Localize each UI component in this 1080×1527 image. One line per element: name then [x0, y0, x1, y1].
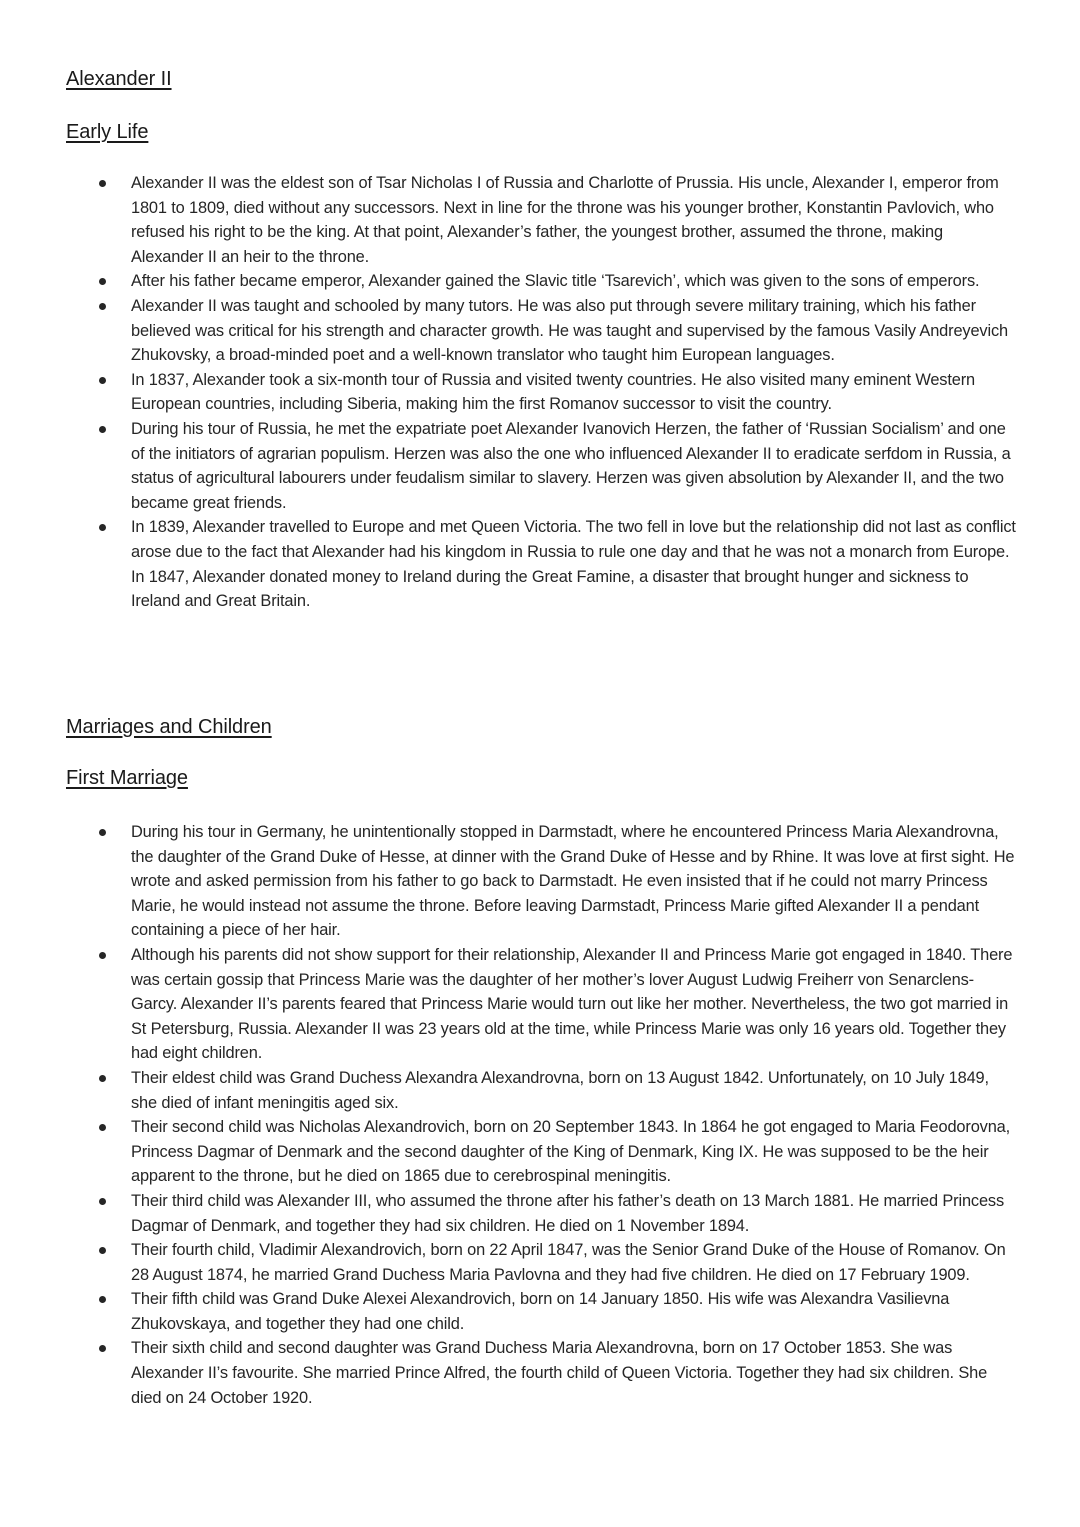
list-item: [0, 294, 1080, 368]
bullet-icon: [99, 180, 106, 187]
list-item-text: During his tour in Germany, he unintentionally stopped in Darmstadt, where he encountered Princess Maria Alexandrovna, the daughter of the Grand Duke of Hesse, at dinner with the Grand Duke of Hesse and by Rhine. It was love at first sight. He wrote and asked permission from his father to go back to Darmstadt. He even insisted that if he could not marry Princess Marie, he would instead not assume the throne. Before leaving Darmstadt, Princess Marie gifted Alexander II a pendant containing a piece of her hair.: [131, 823, 1015, 940]
section-heading-marriages-and-children: Marriages and Children: [66, 716, 272, 738]
bullet-icon: [99, 377, 106, 384]
list-item: [0, 1238, 1080, 1287]
list-item-text: Their second child was Nicholas Alexandrovich, born on 20 September 1843. In 1864 he got engaged to Maria Feodorovna, Princess Dagmar of Denmark and the second daughter of the King of Denmark, King IX. He was supposed to be the heir apparent to the throne, but he died on 1865 due to cerebrospinal meningitis.: [131, 1118, 1011, 1186]
bullet-icon: [99, 426, 106, 433]
list-item-text: Alexander II was taught and schooled by many tutors. He was also put through severe military training, which his father believed was critical for his strength and character growth. He was taught and supervised by the famous Vasily Andreyevich Zhukovsky, a broad-minded poet and a well-known translator who taught him European languages.: [131, 296, 1008, 365]
section-heading-early-life: Early Life: [66, 121, 149, 143]
bullet-icon: [99, 303, 106, 310]
document-title: Alexander II: [66, 68, 172, 90]
list-item-text: Their sixth child and second daughter was Grand Duchess Maria Alexandrovna, born on 17 October 1853. She was Alexander II’s favourite. She married Prince Alfred, the fourth child of Queen Victoria. Together they had six children. She died on 24 October 1920.: [131, 1339, 988, 1407]
list-item-text: In 1837, Alexander took a six-month tour of Russia and visited twenty countries. He also visited many eminent Western European countries, including Siberia, making him the first Romanov successor to visit the country.: [131, 370, 975, 414]
bullet-icon: [99, 1075, 106, 1082]
list-item: [0, 1336, 1080, 1410]
list-item: [0, 943, 1080, 1066]
list-item: [0, 417, 1080, 515]
list-item-text: Although his parents did not show support for their relationship, Alexander II and Princess Marie got engaged in 1840. There was certain gossip that Princess Marie was the daughter of her mother’s lover August Ludwig Freiherr von Senarclens-Garcy. Alexander II’s parents feared that Princess Marie would turn out like her mother. Nevertheless, the two got married in St Petersburg, Russia. Alexander II was 23 years old at the time, while Princess Marie was only 16 years old. Together they had eight children.: [131, 945, 1013, 1063]
list-item: [0, 368, 1080, 417]
bullet-icon: [99, 1198, 106, 1205]
bullet-icon: [99, 1247, 106, 1254]
list-item: [0, 1287, 1080, 1336]
list-item-text: After his father became emperor, Alexander gained the Slavic title ‘Tsarevich’, which was given to the sons of emperors.: [131, 272, 980, 291]
bullet-icon: [99, 952, 106, 959]
bullet-icon: [99, 1345, 106, 1352]
list-item: [0, 820, 1080, 943]
bullet-icon: [99, 829, 106, 836]
list-item-text: During his tour of Russia, he met the expatriate poet Alexander Ivanovich Herzen, the father of ‘Russian Socialism’ and one of the initiators of agrarian populism. Herzen was also the one who influenced Alexander II to eradicate serfdom in Russia, a status of agricultural labourers under feudalism similar to slavery. Herzen was given absolution by Alexander II, and the two became great friends.: [131, 419, 1011, 512]
first-marriage-list: [0, 820, 1080, 1410]
list-item-text: Their eldest child was Grand Duchess Alexandra Alexandrovna, born on 13 August 1842. Unfortunately, on 10 July 1849, she died of infant meningitis aged six.: [131, 1068, 989, 1112]
list-item-text: Alexander II was the eldest son of Tsar Nicholas I of Russia and Charlotte of Prussia. His uncle, Alexander I, emperor from 1801 to 1809, died without any successors. Next in line for the throne was his younger brother, Konstantin Pavlovich, who refused his right to be the king. At that point, Alexander’s father, the youngest brother, assumed the throne, making Alexander II an heir to the throne.: [131, 174, 999, 266]
early-life-list: [0, 171, 1080, 614]
bullet-icon: [99, 524, 106, 531]
bullet-icon: [99, 1124, 106, 1131]
list-item-text: Their third child was Alexander III, who assumed the throne after his father’s death on 13 March 1881. He married Princess Dagmar of Denmark, and together they had six children. He died on 1 November 1894.: [131, 1191, 1005, 1235]
list-item-text: Their fifth child was Grand Duke Alexei Alexandrovich, born on 14 January 1850. His wife was Alexandra Vasilievna Zhukovskaya, and together they had one child.: [131, 1290, 950, 1333]
list-item: [0, 1066, 1080, 1115]
bullet-icon: [99, 1296, 106, 1303]
list-item-text: In 1839, Alexander travelled to Europe and met Queen Victoria. The two fell in love but the relationship did not last as conflict arose due to the fact that Alexander had his kingdom in Russia to rule one day and that he was not a monarch from Europe. In 1847, Alexander donated money to Ireland during the Great Famine, a disaster that brought hunger and sickness to Ireland and Great Britain.: [131, 518, 1016, 611]
list-item-text: Their fourth child, Vladimir Alexandrovich, born on 22 April 1847, was the Senior Grand Duke of the House of Romanov. On 28 August 1874, he married Grand Duchess Maria Pavlovna and they had five children. He died on 17 February 1909.: [131, 1241, 1006, 1284]
section-heading-first-marriage: First Marriage: [66, 767, 188, 789]
list-item: [0, 1189, 1080, 1238]
list-item: [0, 269, 1080, 294]
list-item: [0, 171, 1080, 269]
list-item: [0, 1115, 1080, 1189]
list-item: [0, 515, 1080, 613]
bullet-icon: [99, 278, 106, 285]
